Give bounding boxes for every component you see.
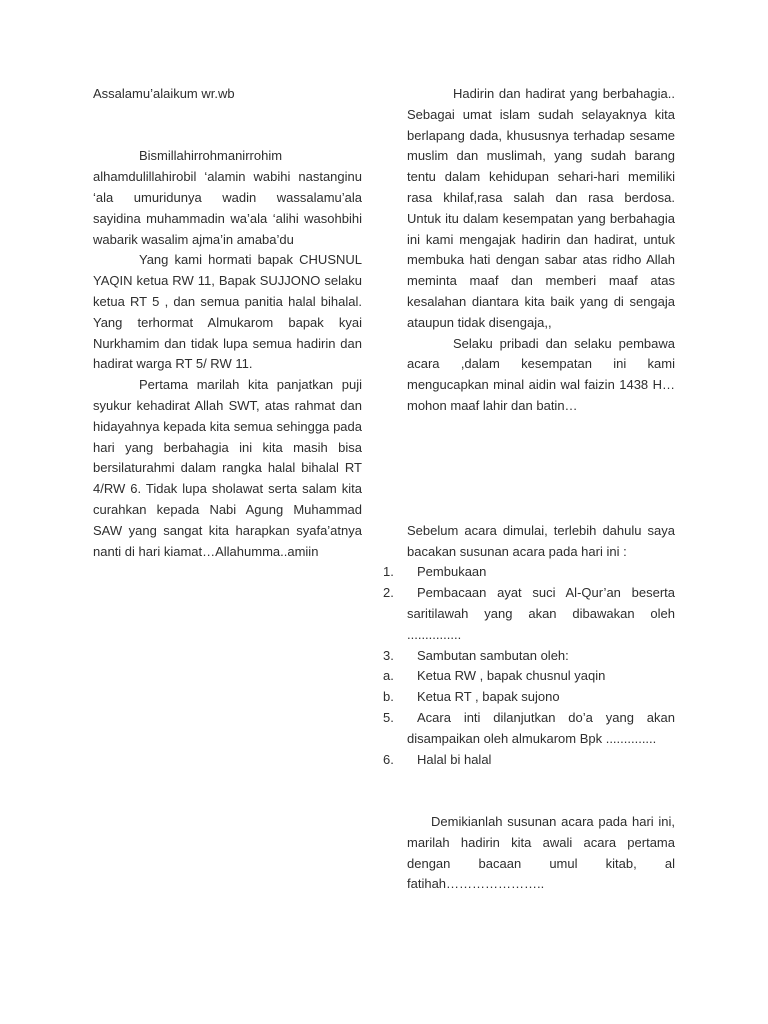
mc-greeting-paragraph: Selaku pribadi dan selaku pembawa acara ,dalam kesempatan ini kami mengucapkan minal aidin wal faizin 1438 H…mohon maaf lahir dan batin… xyxy=(407,335,675,413)
agenda-item xyxy=(383,646,675,667)
agenda-item-text: Acara inti dilanjutkan do’a yang akan disampaikan oleh almukarom Bpk .............. xyxy=(407,709,675,746)
agenda-list xyxy=(383,562,675,770)
agenda-item xyxy=(383,562,675,583)
agenda-item-marker: 2. xyxy=(383,585,394,601)
closing-paragraph: Demikianlah susunan acara pada hari ini, marilah hadirin kita awali acara pertama dengan bacaan umul kitab, al fatihah………………….. xyxy=(407,813,675,892)
spacer xyxy=(407,770,675,812)
agenda-item-text: Pembacaan ayat suci Al-Qur’an beserta saritilawah yang akan dibawakan oleh ............... xyxy=(407,585,675,642)
agenda-item-marker: 1. xyxy=(383,564,394,580)
greeting: Assalamu’alaikum wr.wb xyxy=(93,86,235,101)
agenda-item xyxy=(383,666,675,687)
agenda-item xyxy=(383,687,675,708)
agenda-item-text: Sambutan sambutan oleh: xyxy=(417,647,569,663)
agenda-item xyxy=(383,750,675,771)
agenda-item-marker: 3. xyxy=(383,647,394,663)
left-column xyxy=(93,84,362,562)
agenda-item-marker: 6. xyxy=(383,751,394,767)
agenda-intro: Sebelum acara dimulai, terlebih dahulu saya bacakan susunan acara pada hari ini : xyxy=(407,522,675,559)
opening-prayer-paragraph: Bismillahirrohmanirrohim alhamdulillahirobil ‘alamin wabihi nastanginu ‘ala umuridunya wadin wassalamu’ala sayidina muhammadin wa’ala ‘alihi wasohbihi wabarik wasalim ajma’in amaba’du xyxy=(93,148,362,247)
agenda-item-text: Ketua RT , bapak sujono xyxy=(417,689,560,705)
spacer xyxy=(93,105,362,147)
forgiveness-paragraph: Hadirin dan hadirat yang berbahagia.. Sebagai umat islam sudah selayaknya kita berlapang dada, khususnya terhadap sesame muslim dan muslimah, yang sudah barang tentu dalam kehidupan sehari-hari memiliki rasa khilaf,rasa salah dan rasa berdosa. Untuk itu dalam kesempatan yang berbahagia ini kami mengajak hadirin dan hadirat, untuk membuka hati dengan sabar atas ridho Allah meminta maaf dan memberi maaf atas kesalahan diantara kita baik yang di sengaja ataupun tidak disengaja,, xyxy=(407,86,675,330)
gratitude-paragraph: Pertama marilah kita panjatkan puji syukur kehadirat Allah SWT, atas rahmat dan hidayahnya kepada kita semua sehingga pada hari yang berbahagia ini kita masih bisa bersilaturahmi dalam rangka halal bihalal RT 4/RW 6. Tidak lupa sholawat serta salam kita curahkan kepada Nabi Agung Muhammad SAW yang sangat kita harapkan syafa’atnya nanti di hari kiamat…Allahumma..amiin xyxy=(93,377,362,559)
agenda-item-text: Halal bi halal xyxy=(417,751,492,767)
agenda-item-marker: 5. xyxy=(383,709,394,725)
agenda-item-marker: a. xyxy=(383,668,394,684)
agenda-item-text: Pembukaan xyxy=(417,564,487,580)
agenda-item xyxy=(383,708,675,750)
right-column xyxy=(383,84,675,895)
spacer xyxy=(407,417,675,521)
agenda-item-text: Ketua RW , bapak chusnul yaqin xyxy=(417,668,606,684)
agenda-item xyxy=(383,583,675,645)
agenda-item-marker: b. xyxy=(383,689,394,705)
respect-paragraph: Yang kami hormati bapak CHUSNUL YAQIN ketua RW 11, Bapak SUJJONO selaku ketua RT 5 , dan semua panitia halal bihalal. Yang terhormat Almukarom bapak kyai Nurkhamim dan tidak lupa semua hadirin dan hadirat warga RT 5/ RW 11. xyxy=(93,252,362,372)
